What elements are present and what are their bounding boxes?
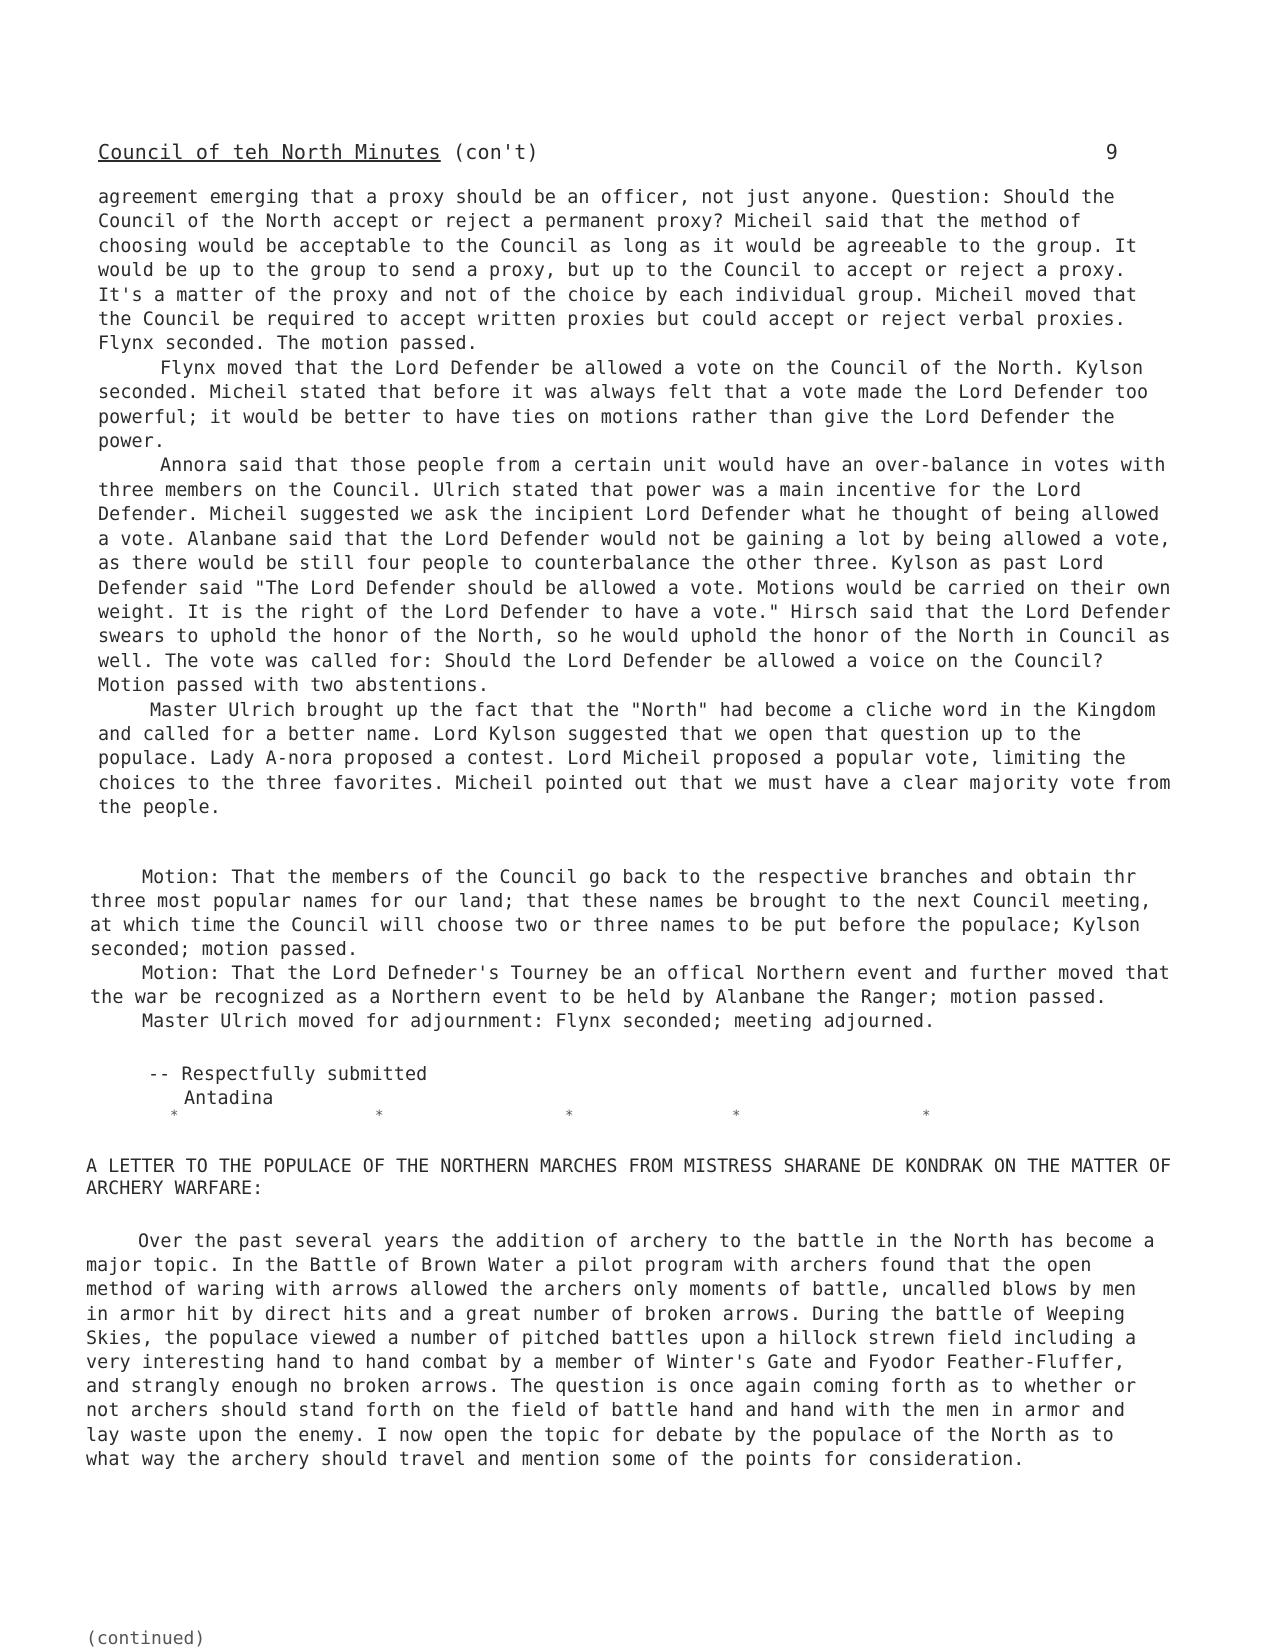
separator-asterisk: * [922,1108,931,1124]
minutes-paragraph: Annora said that those people from a certain unit would have an over-balance in votes with three members on the Council. Ulrich stated that power was a main incentive for the Lord Defender. Micheil suggested we ask the incipient Lord Defender what he thought of being allowed a vote. Alanbane said that the Lord Defender would not be gaining a lot by being allowed a vote, as there would be still four people to counterbalance the other three. Kylson as past Lord Defender said "The Lord Defender should be allowed a vote. Motions would be carried on their own weight. It is the right of the Lord Defender to have a vote." Hirsch said that the Lord Defender swears to uphold the honor of the North, so he would uphold the honor of the North in Council as well. The vote was called for: Should the Lord Defender be allowed a voice on the Council? Motion passed with two abstentions. [98,455,1171,697]
page-header [98,140,1118,164]
letter-paragraph: Over the past several years the addition of archery to the battle in the North has become a major topic. In the Battle of Brown Water a pilot program with archers found that the open method of waring with arrows allowed the archers only moments of battle, uncalled blows by men in armor hit by direct hits and a great number of broken arrows. During the battle of Weeping Skies, the populace viewed a number of pitched battles upon a hillock strewn field including a very interesting hand to hand combat by a member of Winter's Gate and Fyodor Feather-Fluffer, and strangly enough no broken arrows. The question is once again coming forth as to whether or not archers should stand forth on the field of battle hand and hand with the men in armor and lay waste upon the enemy. I now open the topic for debate by the populace of the North as to what way the archery should travel and mention some of the points for consideration. [86,1231,1155,1470]
continued-note: (continued) [86,1628,206,1649]
motion-paragraph: Master Ulrich moved for adjournment: Flynx seconded; meeting adjourned. [142,1011,936,1032]
letter-body [86,1230,1166,1472]
page-title-suffix: (con't) [453,140,539,164]
separator-asterisk: * [375,1108,384,1124]
signature-name: Antadina [184,1088,274,1110]
signature-closing: -- Respectfully submitted [148,1064,428,1085]
letter-heading: A LETTER TO THE POPULACE OF THE NORTHERN MARCHES FROM MISTRESS SHARANE DE KONDRAK ON THE MATTER OF ARCHERY WARFARE: [86,1156,1172,1199]
motions-list [90,866,1170,1034]
motion-paragraph: Motion: That the Lord Defneder's Tourney be an offical Northern event and further moved that the war be recognized as a Northern event to be held by Alanbane the Ranger; motion passed. [90,963,1170,1008]
separator-asterisk: * [565,1108,574,1124]
council-minutes [98,186,1178,821]
motion-paragraph: Motion: That the members of the Council go back to the respective branches and obtain thr three most popular names for our land; that these names be brought to the next Council meeting, at which time the Council will choose two or three names to be put before the populace; Kylson seconded; motion passed. [90,867,1152,960]
minutes-paragraph: Flynx moved that the Lord Defender be allowed a vote on the Council of the North. Kylson seconded. Micheil stated that before it was always felt that a vote made the Lord Defender too powerful; it would be better to have ties on motions rather than give the Lord Defender the power. [98,357,1149,453]
page-number: 9 [1105,140,1118,164]
separator-asterisk: * [170,1108,179,1124]
separator-asterisk: * [732,1108,741,1124]
page-title: Council of teh North Minutes [98,140,441,164]
minutes-paragraph: Master Ulrich brought up the fact that the "North" had become a cliche word in the Kingdom and called for a better name. Lord Kylson suggested that we open that question up to the populace. Lady A-nora proposed a contest. Lord Micheil proposed a popular vote, limiting the choices to the three favorites. Micheil pointed out that we must have a clear majority vote from the people. [98,699,1171,819]
minutes-paragraph: agreement emerging that a proxy should be an officer, not just anyone. Question: Should the Council of the North accept or reject a permanent proxy? Micheil said that the method of choosing would be acceptable to the Council as long as it would be agreeable to the group. It would be up to the group to send a proxy, but up to the Council to accept or reject a proxy. It's a matter of the proxy and not of the choice by each individual group. Micheil moved that the Council be required to accept written proxies but could accept or reject verbal proxies. Flynx seconded. The motion passed. [98,187,1138,355]
signature-block [148,1063,1228,1112]
